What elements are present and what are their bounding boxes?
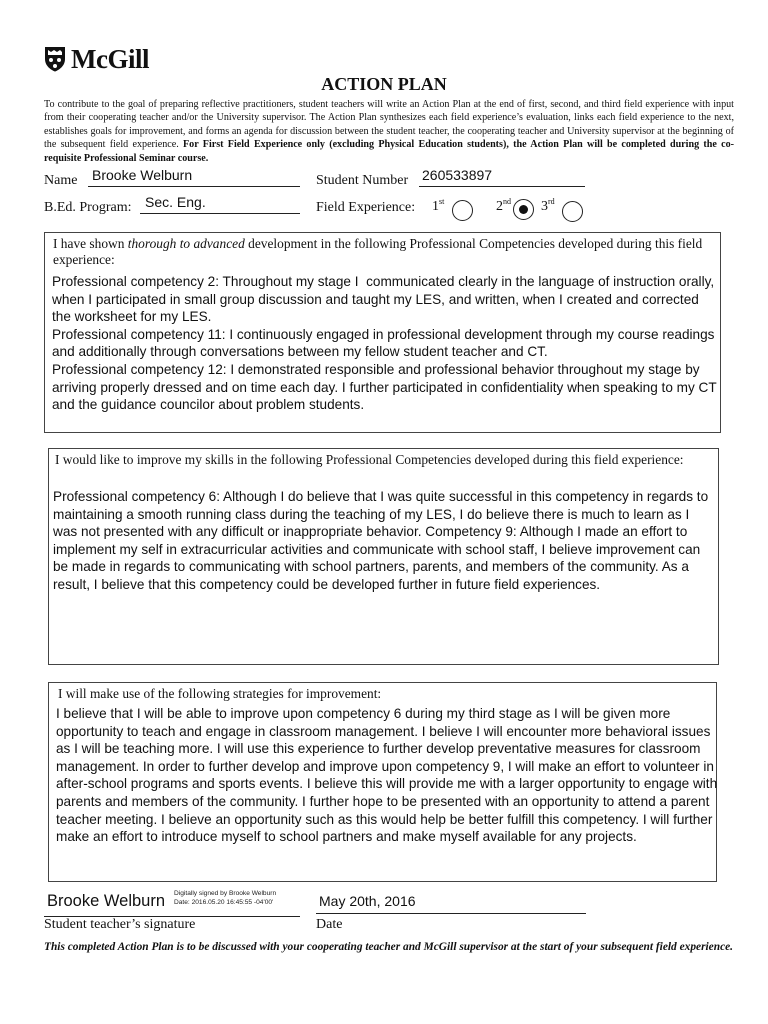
strengths-prompt-emphasis: thorough to advanced	[127, 236, 245, 251]
field-experience-radio-3[interactable]	[562, 201, 583, 222]
option-3-number: 3	[541, 199, 548, 214]
signature-name: Brooke Welburn	[47, 892, 166, 910]
strengths-prompt-pre: I have shown	[53, 236, 128, 251]
student-number-value: 260533897	[422, 167, 493, 183]
date-field[interactable]	[316, 893, 586, 914]
strategies-answer[interactable]: I believe that I will be able to improve upon competency 6 during my third stage as I will be given more opportunity to teach and engage in classroom management. I believe I will encounter more behavioral issues as I will be teaching more. I will use this experience to further develop preventative measures for classroom management. In order to further develop and improve upon competency 9, I will make an effort to volunteer in after-school programs and sports events. I believe this will provide me with a larger opportunity to engage with parents and members of the community. I further hope to be presented with an opportunity to attend a parent teacher meeting. I believe an opportunity such as this would help be better fulfill this competency. I will further make an effort to introduce myself to school partners and make myself available for any projects.	[56, 706, 718, 845]
improvement-box	[48, 448, 719, 665]
strategies-box	[48, 682, 717, 882]
intro-bold-text: For First Field Experience only (excluding Physical Education students), the Action Plan will be completed during the co-requisite Professional Seminar course.	[44, 139, 735, 164]
field-experience-label: Field Experience:	[316, 200, 416, 215]
mcgill-logo	[44, 44, 149, 74]
student-number-label: Student Number	[316, 173, 409, 188]
program-label: B.Ed. Program:	[44, 200, 132, 215]
strengths-answer[interactable]: Professional competency 2: Throughout my stage I communicated clearly in the language of instruction orally, when I participated in small group discussion and taught my LES, and written, when I created and corrected the worksheet for my LES. Professional competency 11: I continuously engaged in professional development through my course readings and additionally through conversations between my fellow student teacher and CT. Professional competency 12: I demonstrated responsible and professional behavior throughout my stage by arriving properly dressed and on time each day. I further participated in confidentiality when speaking to my CT and the guidance councilor about problem students.	[52, 274, 717, 413]
strengths-prompt	[53, 236, 713, 268]
improvement-prompt: I would like to improve my skills in the following Professional Competencies developed during this field experience:	[55, 452, 684, 467]
intro-text: To contribute to the goal of preparing reflective practitioners, student teachers will write an Action Plan at the end of first, second, and third field experience with input from their cooperating teacher and/or the University supervisor. The Action Plan synthesizes each field experience’s evaluation, links each field experience to the next, establishes goals for improvement, and forms an agenda for discussion between the student teacher, the cooperating teacher and University supervisor at the beginning of the subsequent field experience.	[44, 99, 734, 151]
signature-label: Student teacher’s signature	[44, 917, 196, 932]
strengths-box	[44, 232, 721, 433]
mcgill-crest-icon	[44, 46, 66, 72]
program-value: Sec. Eng.	[145, 194, 206, 210]
date-value: May 20th, 2016	[319, 893, 416, 909]
option-1-suffix: st	[439, 197, 445, 206]
name-value: Brooke Welburn	[92, 167, 193, 183]
option-3-label	[541, 199, 555, 215]
name-label: Name	[44, 173, 78, 188]
digital-signature-stamp	[174, 890, 276, 907]
option-2-number: 2	[496, 199, 503, 214]
signature-field[interactable]	[44, 890, 300, 917]
footer-note: This completed Action Plan is to be discussed with your cooperating teacher and McGill supervisor at the start of your subsequent field experience.	[44, 941, 734, 953]
student-number-field[interactable]	[419, 167, 585, 187]
stamp-line-2: Date: 2016.05.20 16:45:55 -04'00'	[174, 898, 274, 906]
option-3-suffix: rd	[548, 197, 555, 206]
option-1-number: 1	[432, 199, 439, 214]
name-field[interactable]	[88, 167, 300, 187]
stamp-line-1: Digitally signed by Brooke Welburn	[174, 890, 277, 897]
strengths-prompt-post: development in the following Professional Competencies developed during this field experience:	[53, 236, 703, 267]
field-experience-radio-2[interactable]	[513, 199, 534, 220]
logo-wordmark: McGill	[71, 43, 149, 74]
field-experience-radio-1[interactable]	[452, 200, 473, 221]
option-2-suffix: nd	[503, 197, 511, 206]
intro-paragraph	[44, 98, 734, 165]
improvement-answer[interactable]: Professional competency 6: Although I do believe that I was quite successful in this competency in regards to maintaining a smooth running class during the teaching of my LES, I do believe there is much to learn as I was not presented with any difficult or inappropriate behavior. Competency 9: Although I made an effort to implement my self in extracurricular activities and communicate with school staff, I believe improvement can be made in regards to communicating with school partners, parents, and members of the community. As a result, I believe that this competency could be developed further in future field experiences.	[53, 489, 709, 592]
strategies-prompt: I will make use of the following strategies for improvement:	[58, 686, 382, 701]
option-2-label	[496, 199, 511, 215]
option-1-label	[432, 199, 444, 215]
page-title: ACTION PLAN	[321, 74, 447, 94]
date-label: Date	[316, 917, 343, 932]
program-field[interactable]	[140, 194, 300, 214]
